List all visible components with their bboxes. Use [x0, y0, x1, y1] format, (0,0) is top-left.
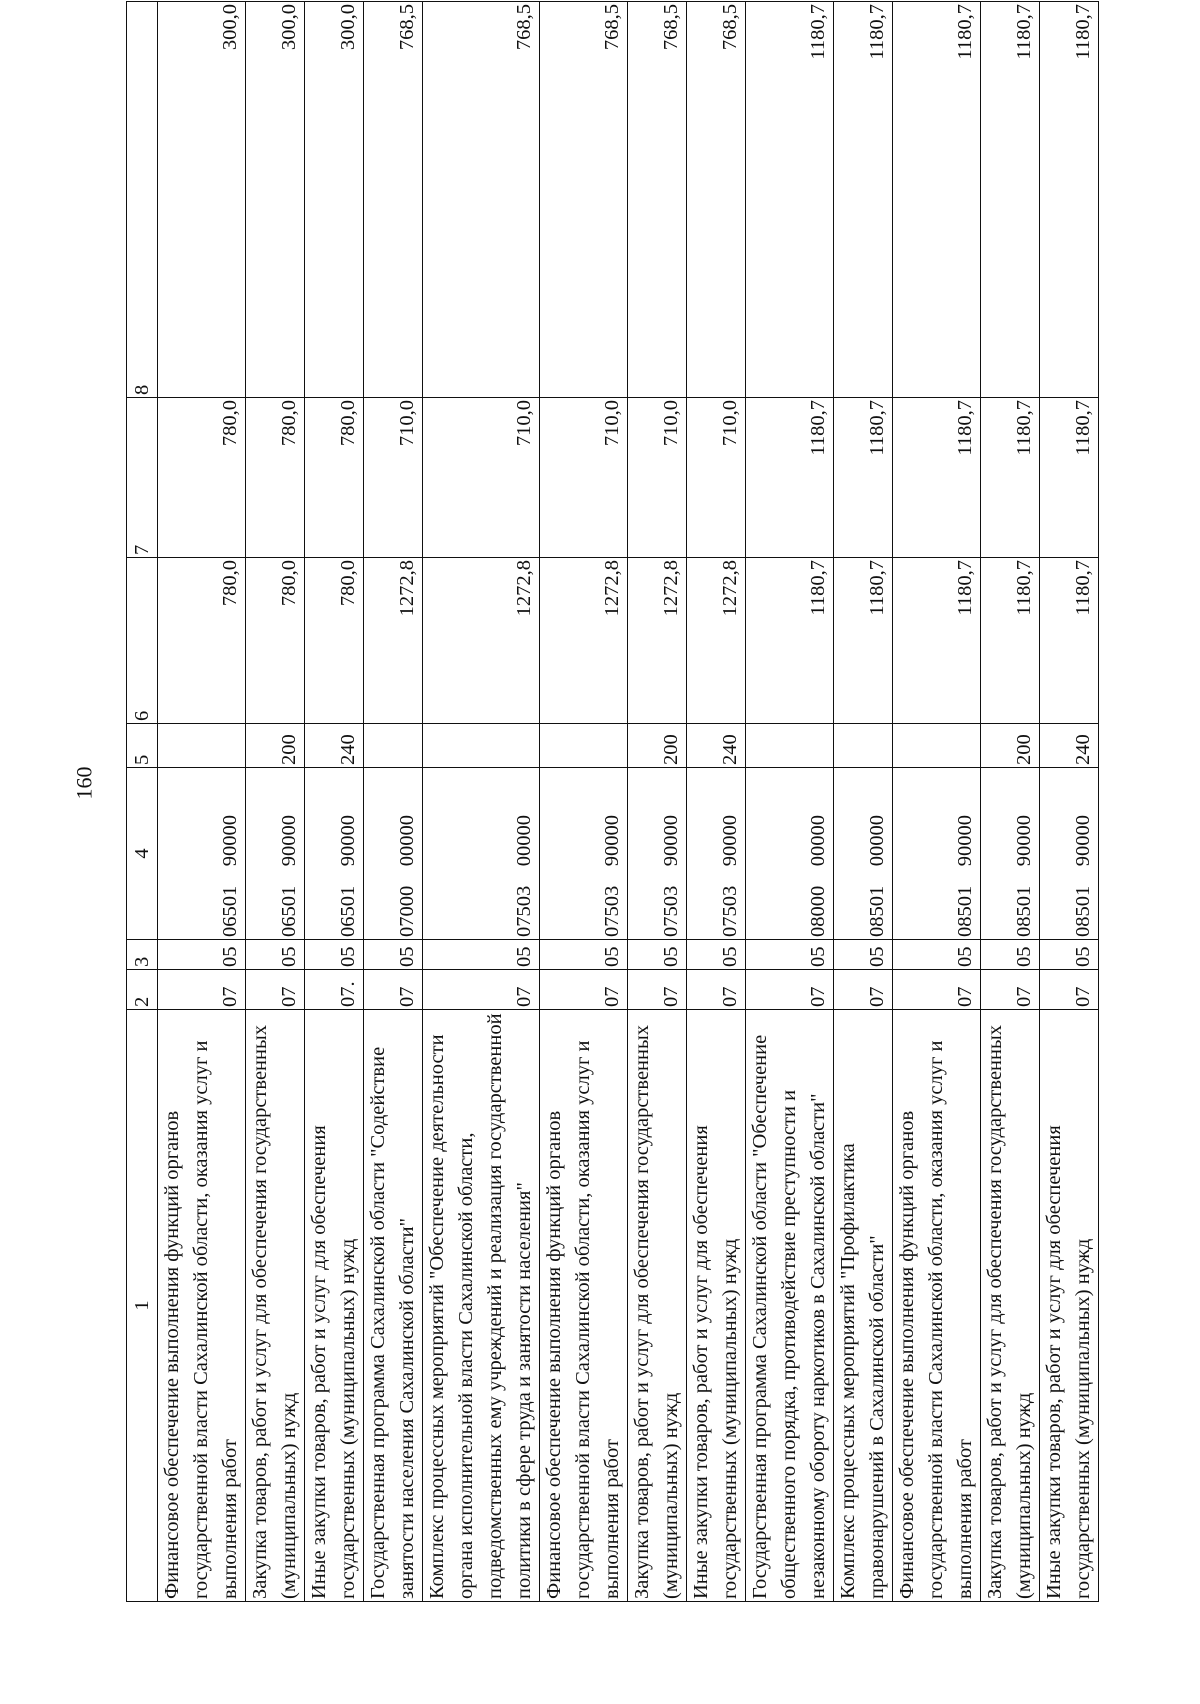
row-name: Комплекс процессных мероприятий "Профилактика правонарушений в Сахалинской области" [834, 1010, 893, 1602]
row-expense-type: 200 [628, 724, 687, 768]
target-code-program: 08501 [866, 885, 888, 937]
header-col-3: 3 [127, 940, 158, 970]
row-target-code [834, 768, 893, 940]
row-expense-type [158, 724, 246, 768]
row-name: Государственная программа Сахалинской области "Содействие занятости населения Сахалинской области" [364, 1010, 423, 1602]
row-target-code [687, 768, 746, 940]
row-amount-col6: 1272,8 [423, 558, 540, 724]
header-col-4: 4 [127, 768, 158, 940]
row-amount-col6: 780,0 [305, 558, 364, 724]
row-section: 07 [364, 970, 423, 1010]
target-code-direction: 00000 [396, 815, 418, 867]
row-name: Государственная программа Сахалинской области "Обеспечение общественного порядка, противодействие преступности и незаконному обороту наркотиков в Сахалинской области" [746, 1010, 834, 1602]
row-subsection: 05 [423, 940, 540, 970]
row-amount-col8: 300,0 [305, 2, 364, 398]
row-amount-col6: 1180,7 [1040, 558, 1099, 724]
rotated-table-container [126, 2, 1116, 1602]
row-subsection: 05 [540, 940, 628, 970]
row-target-code [158, 768, 246, 940]
row-section: 07 [834, 970, 893, 1010]
row-expense-type: 200 [246, 724, 305, 768]
row-amount-col7: 780,0 [305, 398, 364, 558]
row-section: 07. [305, 970, 364, 1010]
target-code-program: 07503 [719, 885, 741, 937]
row-amount-col7: 710,0 [364, 398, 423, 558]
row-subsection: 05 [246, 940, 305, 970]
row-amount-col6: 1180,7 [981, 558, 1040, 724]
row-amount-col6: 1272,8 [628, 558, 687, 724]
row-subsection: 05 [893, 940, 981, 970]
row-subsection: 05 [687, 940, 746, 970]
row-amount-col8: 768,5 [423, 2, 540, 398]
row-subsection: 05 [1040, 940, 1099, 970]
row-name: Иные закупки товаров, работ и услуг для обеспечения государственных (муниципальных) нужд [687, 1010, 746, 1602]
row-name: Финансовое обеспечение выполнения функций органов государственной власти Сахалинской области, оказания услуг и выполнения работ [893, 1010, 981, 1602]
table-row [423, 2, 540, 1602]
row-amount-col8: 300,0 [158, 2, 246, 398]
row-name: Финансовое обеспечение выполнения функций органов государственной власти Сахалинской области, оказания услуг и выполнения работ [540, 1010, 628, 1602]
header-col-5: 5 [127, 724, 158, 768]
table-body [158, 2, 1099, 1602]
row-target-code [628, 768, 687, 940]
table-row [158, 2, 246, 1602]
row-section: 07 [158, 970, 246, 1010]
row-expense-type: 200 [981, 724, 1040, 768]
row-amount-col7: 1180,7 [981, 398, 1040, 558]
row-amount-col6: 780,0 [246, 558, 305, 724]
row-target-code [364, 768, 423, 940]
target-code-direction: 90000 [719, 815, 741, 867]
row-amount-col7: 780,0 [158, 398, 246, 558]
row-expense-type [893, 724, 981, 768]
row-expense-type [746, 724, 834, 768]
target-code-program: 07503 [660, 885, 682, 937]
table-row [1040, 2, 1099, 1602]
row-name: Иные закупки товаров, работ и услуг для обеспечения государственных (муниципальных) нужд [305, 1010, 364, 1602]
row-name: Комплекс процессных мероприятий "Обеспечение деятельности органа исполнительной власти Сахалинской области, подведомственных ему учреждений и реализация государственной политики в сфере труда и занятости населения" [423, 1010, 540, 1602]
row-name: Закупка товаров, работ и услуг для обеспечения государственных (муниципальных) нужд [628, 1010, 687, 1602]
row-target-code [423, 768, 540, 940]
target-code-program: 07000 [396, 885, 418, 937]
header-col-1: 1 [127, 1010, 158, 1602]
row-name: Иные закупки товаров, работ и услуг для обеспечения государственных (муниципальных) нужд [1040, 1010, 1099, 1602]
target-code-direction: 00000 [866, 815, 888, 867]
target-code-direction: 90000 [660, 815, 682, 867]
row-target-code [540, 768, 628, 940]
row-subsection: 05 [834, 940, 893, 970]
row-subsection: 05 [158, 940, 246, 970]
target-code-program: 06501 [337, 885, 359, 937]
row-amount-col8: 1180,7 [1040, 2, 1099, 398]
target-code-direction: 90000 [1013, 815, 1035, 867]
row-section: 07 [540, 970, 628, 1010]
target-code-direction: 90000 [278, 815, 300, 867]
page-number: 160 [71, 766, 97, 800]
row-subsection: 05 [628, 940, 687, 970]
row-section: 07 [687, 970, 746, 1010]
row-amount-col7: 1180,7 [834, 398, 893, 558]
row-target-code [1040, 768, 1099, 940]
row-subsection: 05 [305, 940, 364, 970]
header-col-8: 8 [127, 2, 158, 398]
table-row [893, 2, 981, 1602]
row-expense-type [423, 724, 540, 768]
target-code-direction: 90000 [219, 815, 241, 867]
row-section: 07 [981, 970, 1040, 1010]
target-code-program: 08501 [1013, 885, 1035, 937]
row-expense-type: 240 [687, 724, 746, 768]
target-code-direction: 90000 [337, 815, 359, 867]
table-row [981, 2, 1040, 1602]
row-amount-col7: 1180,7 [893, 398, 981, 558]
row-subsection: 05 [746, 940, 834, 970]
row-target-code [305, 768, 364, 940]
table-row [540, 2, 628, 1602]
row-amount-col7: 780,0 [246, 398, 305, 558]
row-expense-type: 240 [1040, 724, 1099, 768]
row-expense-type [540, 724, 628, 768]
row-amount-col8: 768,5 [628, 2, 687, 398]
target-code-direction: 90000 [954, 815, 976, 867]
row-subsection: 05 [981, 940, 1040, 970]
row-amount-col7: 710,0 [628, 398, 687, 558]
row-amount-col7: 710,0 [540, 398, 628, 558]
table-row [746, 2, 834, 1602]
row-amount-col8: 300,0 [246, 2, 305, 398]
row-amount-col7: 1180,7 [1040, 398, 1099, 558]
row-section: 07 [746, 970, 834, 1010]
target-code-program: 06501 [278, 885, 300, 937]
row-amount-col6: 1272,8 [687, 558, 746, 724]
row-amount-col8: 1180,7 [834, 2, 893, 398]
row-section: 07 [628, 970, 687, 1010]
header-col-7: 7 [127, 398, 158, 558]
row-section: 07 [423, 970, 540, 1010]
row-expense-type: 240 [305, 724, 364, 768]
row-amount-col8: 768,5 [540, 2, 628, 398]
header-row [127, 2, 158, 1602]
row-amount-col6: 1272,8 [364, 558, 423, 724]
target-code-direction: 90000 [1072, 815, 1094, 867]
row-name: Финансовое обеспечение выполнения функций органов государственной власти Сахалинской области, оказания услуг и выполнения работ [158, 1010, 246, 1602]
table-row [364, 2, 423, 1602]
row-amount-col6: 780,0 [158, 558, 246, 724]
header-col-2: 2 [127, 970, 158, 1010]
row-amount-col6: 1272,8 [540, 558, 628, 724]
row-target-code [246, 768, 305, 940]
row-amount-col8: 1180,7 [981, 2, 1040, 398]
table-row [305, 2, 364, 1602]
target-code-program: 07503 [513, 885, 535, 937]
row-expense-type [834, 724, 893, 768]
target-code-direction: 00000 [513, 815, 535, 867]
table-row [628, 2, 687, 1602]
row-amount-col6: 1180,7 [893, 558, 981, 724]
target-code-program: 08501 [954, 885, 976, 937]
row-section: 07 [246, 970, 305, 1010]
table-row [246, 2, 305, 1602]
row-amount-col6: 1180,7 [746, 558, 834, 724]
row-name: Закупка товаров, работ и услуг для обеспечения государственных (муниципальных) нужд [246, 1010, 305, 1602]
table-row [834, 2, 893, 1602]
budget-table [126, 1, 1099, 1602]
row-amount-col8: 1180,7 [746, 2, 834, 398]
target-code-direction: 90000 [601, 815, 623, 867]
row-subsection: 05 [364, 940, 423, 970]
row-expense-type [364, 724, 423, 768]
row-section: 07 [893, 970, 981, 1010]
target-code-program: 08501 [1072, 885, 1094, 937]
target-code-direction: 00000 [807, 815, 829, 867]
row-amount-col7: 1180,7 [746, 398, 834, 558]
table-row [687, 2, 746, 1602]
row-section: 07 [1040, 970, 1099, 1010]
row-amount-col7: 710,0 [423, 398, 540, 558]
row-amount-col8: 768,5 [687, 2, 746, 398]
row-target-code [746, 768, 834, 940]
target-code-program: 07503 [601, 885, 623, 937]
target-code-program: 08000 [807, 885, 829, 937]
row-amount-col7: 710,0 [687, 398, 746, 558]
row-target-code [981, 768, 1040, 940]
row-target-code [893, 768, 981, 940]
header-col-6: 6 [127, 558, 158, 724]
row-amount-col8: 1180,7 [893, 2, 981, 398]
row-amount-col6: 1180,7 [834, 558, 893, 724]
target-code-program: 06501 [219, 885, 241, 937]
row-name: Закупка товаров, работ и услуг для обеспечения государственных (муниципальных) нужд [981, 1010, 1040, 1602]
row-amount-col8: 768,5 [364, 2, 423, 398]
